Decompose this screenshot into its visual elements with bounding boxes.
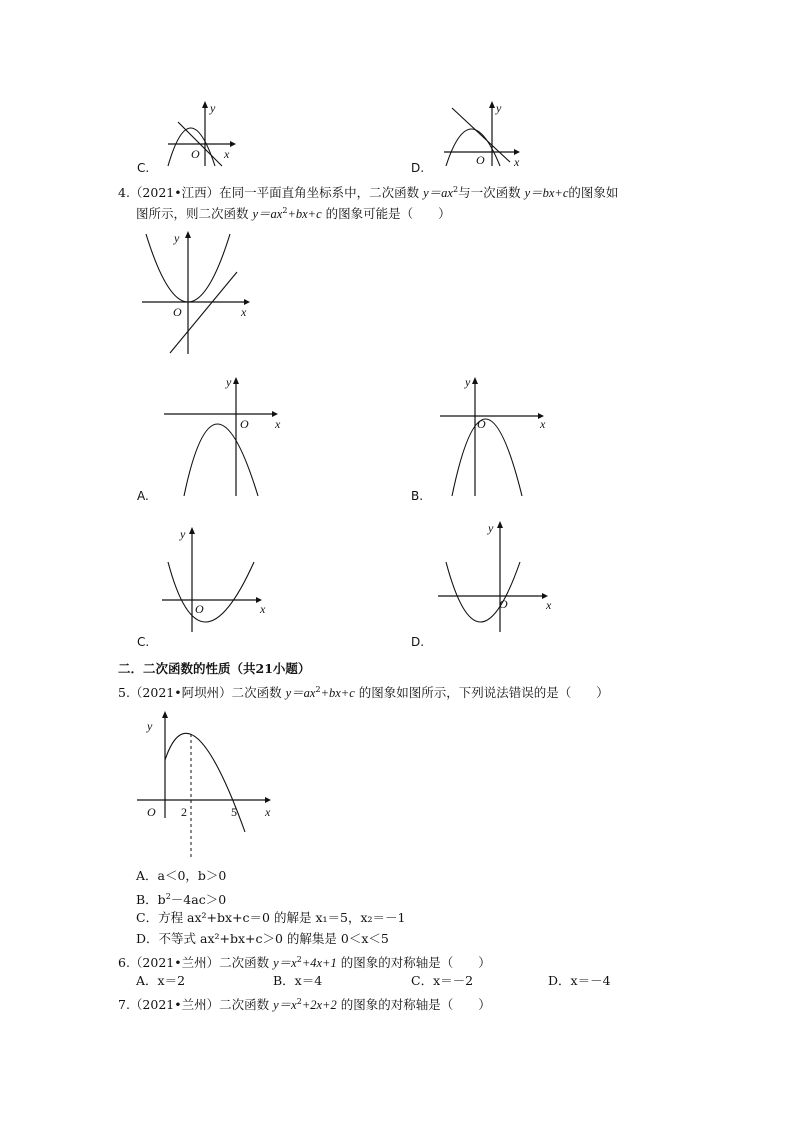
q4-c-y-label: y bbox=[180, 527, 186, 541]
q4-graph-c bbox=[160, 522, 275, 634]
q4-d-y-label: y bbox=[488, 521, 494, 535]
prev-graph-c bbox=[160, 100, 240, 170]
q7-stem: 7.（2021•兰州）二次函数 $y=x^2+2x+2$ 的图象的对称轴是（ ） bbox=[118, 997, 491, 1013]
q4-option-c: C. bbox=[137, 635, 150, 649]
q5-origin-label: O bbox=[147, 805, 156, 819]
q4-graph-a bbox=[160, 372, 290, 498]
prev-option-c: C. bbox=[137, 161, 150, 175]
q4-c-x-label: x bbox=[260, 602, 266, 616]
prev-option-d: D. bbox=[411, 161, 425, 175]
q4-option-b: B. bbox=[411, 489, 424, 503]
q5-tick-2: 2 bbox=[181, 805, 187, 819]
q4-d-x-label: x bbox=[546, 598, 552, 612]
prev-c-y-label: y bbox=[210, 101, 216, 115]
section-2-title: 二．二次函数的性质（共21小题） bbox=[118, 661, 311, 676]
q4-given-y-label: y bbox=[174, 231, 180, 245]
prev-d-x-label: x bbox=[514, 155, 520, 169]
q5-option-a: A．a＜0，b＞0 bbox=[136, 868, 227, 883]
q5-option-b: B．$b^2-4ac>0$ bbox=[136, 892, 227, 908]
q4-option-a: A. bbox=[137, 489, 149, 503]
q4-option-d: D. bbox=[411, 635, 425, 649]
q4-graph-b bbox=[436, 372, 566, 498]
q6-stem: 6.（2021•兰州）二次函数 $y=x^2+4x+1$ 的图象的对称轴是（ ） bbox=[118, 955, 491, 971]
q4-b-x-label: x bbox=[540, 417, 546, 431]
q4-given-x-label: x bbox=[241, 305, 247, 319]
q6-option-a: A．x＝2 bbox=[136, 973, 186, 988]
q6-option-b: B．x＝4 bbox=[273, 973, 323, 988]
q4-c-origin-label: O bbox=[195, 602, 204, 616]
q4-line2: 图所示，则二次函数 $y=ax^2+bx+c$ 的图象可能是（ ） bbox=[136, 206, 451, 222]
q4-a-y-label: y bbox=[226, 375, 232, 389]
q5-x-label: x bbox=[265, 805, 271, 819]
q5-y-label: y bbox=[147, 719, 153, 733]
prev-graph-d bbox=[436, 100, 526, 170]
q6-option-d: D．x＝－4 bbox=[548, 973, 611, 988]
prev-c-origin-label: O bbox=[191, 147, 200, 161]
q4-b-origin-label: O bbox=[477, 417, 486, 431]
q5-tick-5: 5 bbox=[231, 805, 237, 819]
prev-d-origin-label: O bbox=[476, 153, 485, 167]
prev-d-y-label: y bbox=[496, 101, 502, 115]
q5-graph bbox=[135, 708, 280, 863]
q4-b-y-label: y bbox=[465, 375, 471, 389]
q4-a-x-label: x bbox=[275, 417, 281, 431]
q4-given-origin-label: O bbox=[173, 305, 182, 319]
prev-c-x-label: x bbox=[224, 147, 230, 161]
q4-line1: 4.（2021•江西）在同一平面直角坐标系中，二次函数 $y=ax^2$与一次函数 y＝bx+c的图象如 bbox=[118, 185, 619, 201]
q4-a-origin-label: O bbox=[240, 417, 249, 431]
q5-option-c: C．方程 ax²+bx+c＝0 的解是 x₁＝5，x₂＝－1 bbox=[136, 910, 406, 925]
q4-d-origin-label: O bbox=[499, 597, 508, 611]
q6-option-c: C．x＝－2 bbox=[411, 973, 474, 988]
q4-given-graph bbox=[140, 228, 255, 356]
q5-stem: 5.（2021•阿坝州）二次函数 $y=ax^2+bx+c$ 的图象如图所示，下列说法错误的是（ ） bbox=[118, 685, 609, 701]
q5-option-d: D．不等式 ax²+bx+c＞0 的解集是 0＜x＜5 bbox=[136, 931, 389, 946]
q4-graph-d bbox=[436, 516, 561, 634]
